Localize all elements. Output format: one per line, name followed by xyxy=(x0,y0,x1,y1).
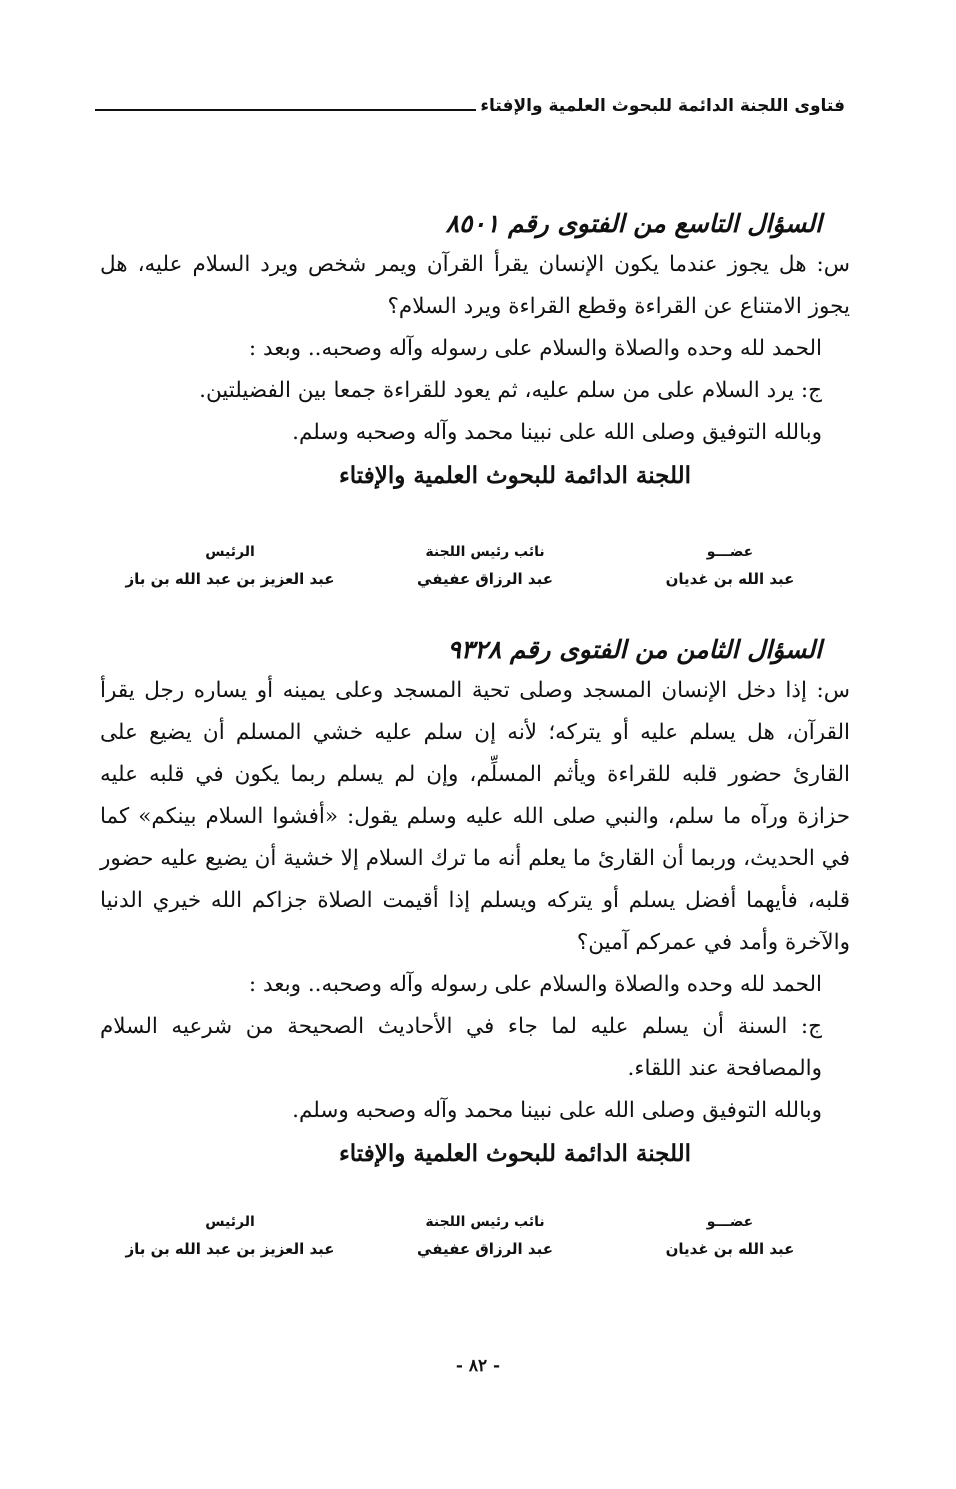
fatwa-section-1 xyxy=(100,204,850,498)
signatory-role: الرئيس xyxy=(205,544,255,560)
page-number: - ٨٢ - xyxy=(455,1356,501,1376)
signatory-role: عضـــو xyxy=(706,544,754,560)
signatory-name: عبد الله بن غديان xyxy=(665,570,795,588)
signatory-president xyxy=(110,540,350,594)
signatory-name: عبد الرزاق عفيفي xyxy=(417,570,553,588)
signatory-name: عبد العزيز بن عبد الله بن باز xyxy=(125,570,335,588)
signatory-role: الرئيس xyxy=(205,1214,255,1230)
signatory-name: عبد الله بن غديان xyxy=(665,1240,795,1258)
signatory-role: نائب رئيس اللجنة xyxy=(425,1214,545,1230)
closing-text: وبالله التوفيق وصلى الله على نبينا محمد وآله وصحبه وسلم. xyxy=(292,1098,822,1123)
closing-text: وبالله التوفيق وصلى الله على نبينا محمد وآله وصحبه وسلم. xyxy=(292,420,822,445)
signatory-member xyxy=(620,540,840,594)
header-title: فتاوى اللجنة الدائمة للبحوث العلمية والإفتاء xyxy=(480,96,845,116)
praise-text: الحمد لله وحده والصلاة والسلام على رسوله وآله وصحبه.. وبعد : xyxy=(248,336,822,361)
signatory-member xyxy=(620,1210,840,1264)
signatory-role: عضـــو xyxy=(706,1214,754,1230)
header-rule xyxy=(95,101,476,111)
question-text: س: إذا دخل الإنسان المسجد وصلى تحية المسجد وعلى يمينه أو يساره رجل يقرأ القرآن، هل يسلم عليه أو يتركه؛ لأنه إن سلم عليه خشي المسلم أن يضيع على القارئ حضور قلبه للقراءة ويأثم المسلِّم، وإن لم يسلم ربما يكون في قلبه عليه حزازة ورآه ما سلم، والنبي صلى الله عليه وسلم يقول: «أفشوا السلام بينكم» كما في الحديث، وربما أن القارئ ما يعلم أنه ما ترك السلام إلا خشية أن يضيع عليه حضور قلبه، فأيهما أفضل يسلم أو يتركه ويسلم إذا أقيمت الصلاة جزاكم الله خيري الدنيا والآخرة وأمد في عمركم آمين؟ xyxy=(100,678,850,955)
signatory-name: عبد العزيز بن عبد الله بن باز xyxy=(125,1240,335,1258)
committee-name: اللجنة الدائمة للبحوث العلمية والإفتاء xyxy=(338,462,692,489)
signatory-name: عبد الرزاق عفيفي xyxy=(417,1240,553,1258)
signatory-deputy xyxy=(375,1210,595,1264)
running-header xyxy=(95,96,845,116)
question-text: س: هل يجوز عندما يكون الإنسان يقرأ القرآن ويمر شخص ويرد السلام عليه، هل يجوز الامتناع عن القراءة وقطع القراءة ويرد السلام؟ xyxy=(100,252,850,319)
signatory-president xyxy=(110,1210,350,1264)
signatory-deputy xyxy=(375,540,595,594)
question-title: السؤال الثامن من الفتوى رقم ٩٣٢٨ xyxy=(447,635,822,664)
question-title: السؤال التاسع من الفتوى رقم ٨٥٠١ xyxy=(445,209,822,238)
committee-name: اللجنة الدائمة للبحوث العلمية والإفتاء xyxy=(338,1140,692,1167)
signatures-2 xyxy=(110,1210,840,1264)
answer-text: ج: يرد السلام على من سلم عليه، ثم يعود للقراءة جمعا بين الفضيلتين. xyxy=(199,378,822,403)
fatwa-section-2 xyxy=(100,630,850,1176)
signatory-role: نائب رئيس اللجنة xyxy=(425,544,545,560)
answer-text: ج: السنة أن يسلم عليه لما جاء في الأحاديث الصحيحة من شرعيه السلام والمصافحة عند اللقاء. xyxy=(100,1014,822,1081)
signatures-1 xyxy=(110,540,840,594)
praise-text: الحمد لله وحده والصلاة والسلام على رسوله وآله وصحبه.. وبعد : xyxy=(248,972,822,997)
